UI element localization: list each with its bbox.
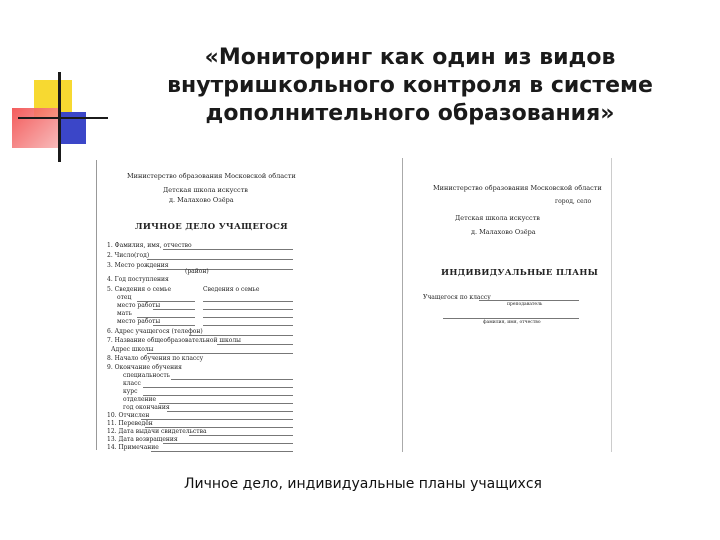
field-label: Сведения о семье xyxy=(203,286,260,293)
field-line xyxy=(159,403,293,404)
title-line-2: внутришкольного контроля в системе xyxy=(167,73,653,98)
field-label: класс xyxy=(123,380,141,387)
right-region: город, село xyxy=(555,198,592,205)
decor-horizontal-line xyxy=(18,117,108,119)
field-label: 8. Начало обучения по классу xyxy=(107,355,204,362)
right-heading: ИНДИВИДУАЛЬНЫЕ ПЛАНЫ xyxy=(441,268,599,278)
field-line xyxy=(189,335,293,336)
field-label: 1. Фамилия, имя, отчество xyxy=(107,242,192,249)
field-line xyxy=(153,325,195,326)
left-ministry: Министерство образования Московской области xyxy=(127,172,296,180)
field-line xyxy=(203,325,293,326)
field-line xyxy=(443,318,579,319)
slide-title xyxy=(140,44,680,128)
right-school: Детская школа искусств xyxy=(455,214,540,222)
left-heading: ЛИЧНОЕ ДЕЛО УЧАЩЕГОСЯ xyxy=(135,222,288,232)
field-line xyxy=(203,317,293,318)
field-label: место работы xyxy=(117,318,161,325)
left-school: Детская школа искусств xyxy=(163,186,248,194)
field-label: (район) xyxy=(185,268,209,275)
field-label: 10. Отчислен xyxy=(107,412,150,419)
decor-red-square xyxy=(12,108,60,148)
field-line xyxy=(163,443,293,444)
individual-plans-document xyxy=(402,158,612,452)
field-line xyxy=(143,387,293,388)
field-line xyxy=(143,395,293,396)
right-city: д. Малахово Озёра xyxy=(471,228,536,236)
field-label: специальность xyxy=(123,372,170,379)
field-label: 5. Сведения о семье xyxy=(107,286,172,293)
right-line-1: Учащегося по классу xyxy=(423,294,491,301)
field-line xyxy=(203,301,293,302)
field-label: 6. Адрес учащегося (телефон) xyxy=(107,328,203,335)
field-line xyxy=(171,379,293,380)
field-label: отец xyxy=(117,294,132,301)
field-line xyxy=(153,309,195,310)
field-label: год окончания xyxy=(123,404,170,411)
field-label: 12. Дата выдачи свидетельства xyxy=(107,428,207,435)
field-line xyxy=(203,309,293,310)
field-label: 4. Год поступления xyxy=(107,276,169,283)
field-label: Адрес школы xyxy=(111,346,154,353)
field-label: отделение xyxy=(123,396,157,403)
field-label: 9. Окончание обучения xyxy=(107,364,182,371)
field-label: 13. Дата возвращения xyxy=(107,436,178,443)
field-line xyxy=(217,344,293,345)
field-label: курс xyxy=(123,388,138,395)
right-ministry: Министерство образования Московской области xyxy=(433,184,602,192)
title-line-3: дополнительного образования» xyxy=(205,101,615,126)
field-line xyxy=(141,419,293,420)
right-sub-1: преподаватель xyxy=(507,302,543,307)
field-label: 3. Место рождения xyxy=(107,262,169,269)
field-line xyxy=(147,259,293,260)
left-city: д. Малахово Озёра xyxy=(169,196,234,204)
field-label: место работы xyxy=(117,302,161,309)
field-line xyxy=(189,435,293,436)
slide-caption: Личное дело, индивидуальные планы учащихся xyxy=(184,476,542,492)
field-label: 14. Примечание xyxy=(107,444,159,451)
personal-file-document xyxy=(96,160,309,450)
field-line xyxy=(151,451,293,452)
field-label: 11. Переведён xyxy=(107,420,153,427)
field-line xyxy=(479,300,579,301)
right-sub-2: фамилия, имя, отчество xyxy=(483,320,541,325)
field-line xyxy=(167,411,293,412)
title-line-1: «Мониторинг как один из видов xyxy=(204,45,616,70)
field-label: мать xyxy=(117,310,132,317)
field-label: 7. Название общеобразовательной школы xyxy=(107,337,241,344)
field-line xyxy=(163,249,293,250)
field-line xyxy=(147,353,293,354)
field-line xyxy=(157,269,293,270)
field-label: 2. Число(год) xyxy=(107,252,150,259)
